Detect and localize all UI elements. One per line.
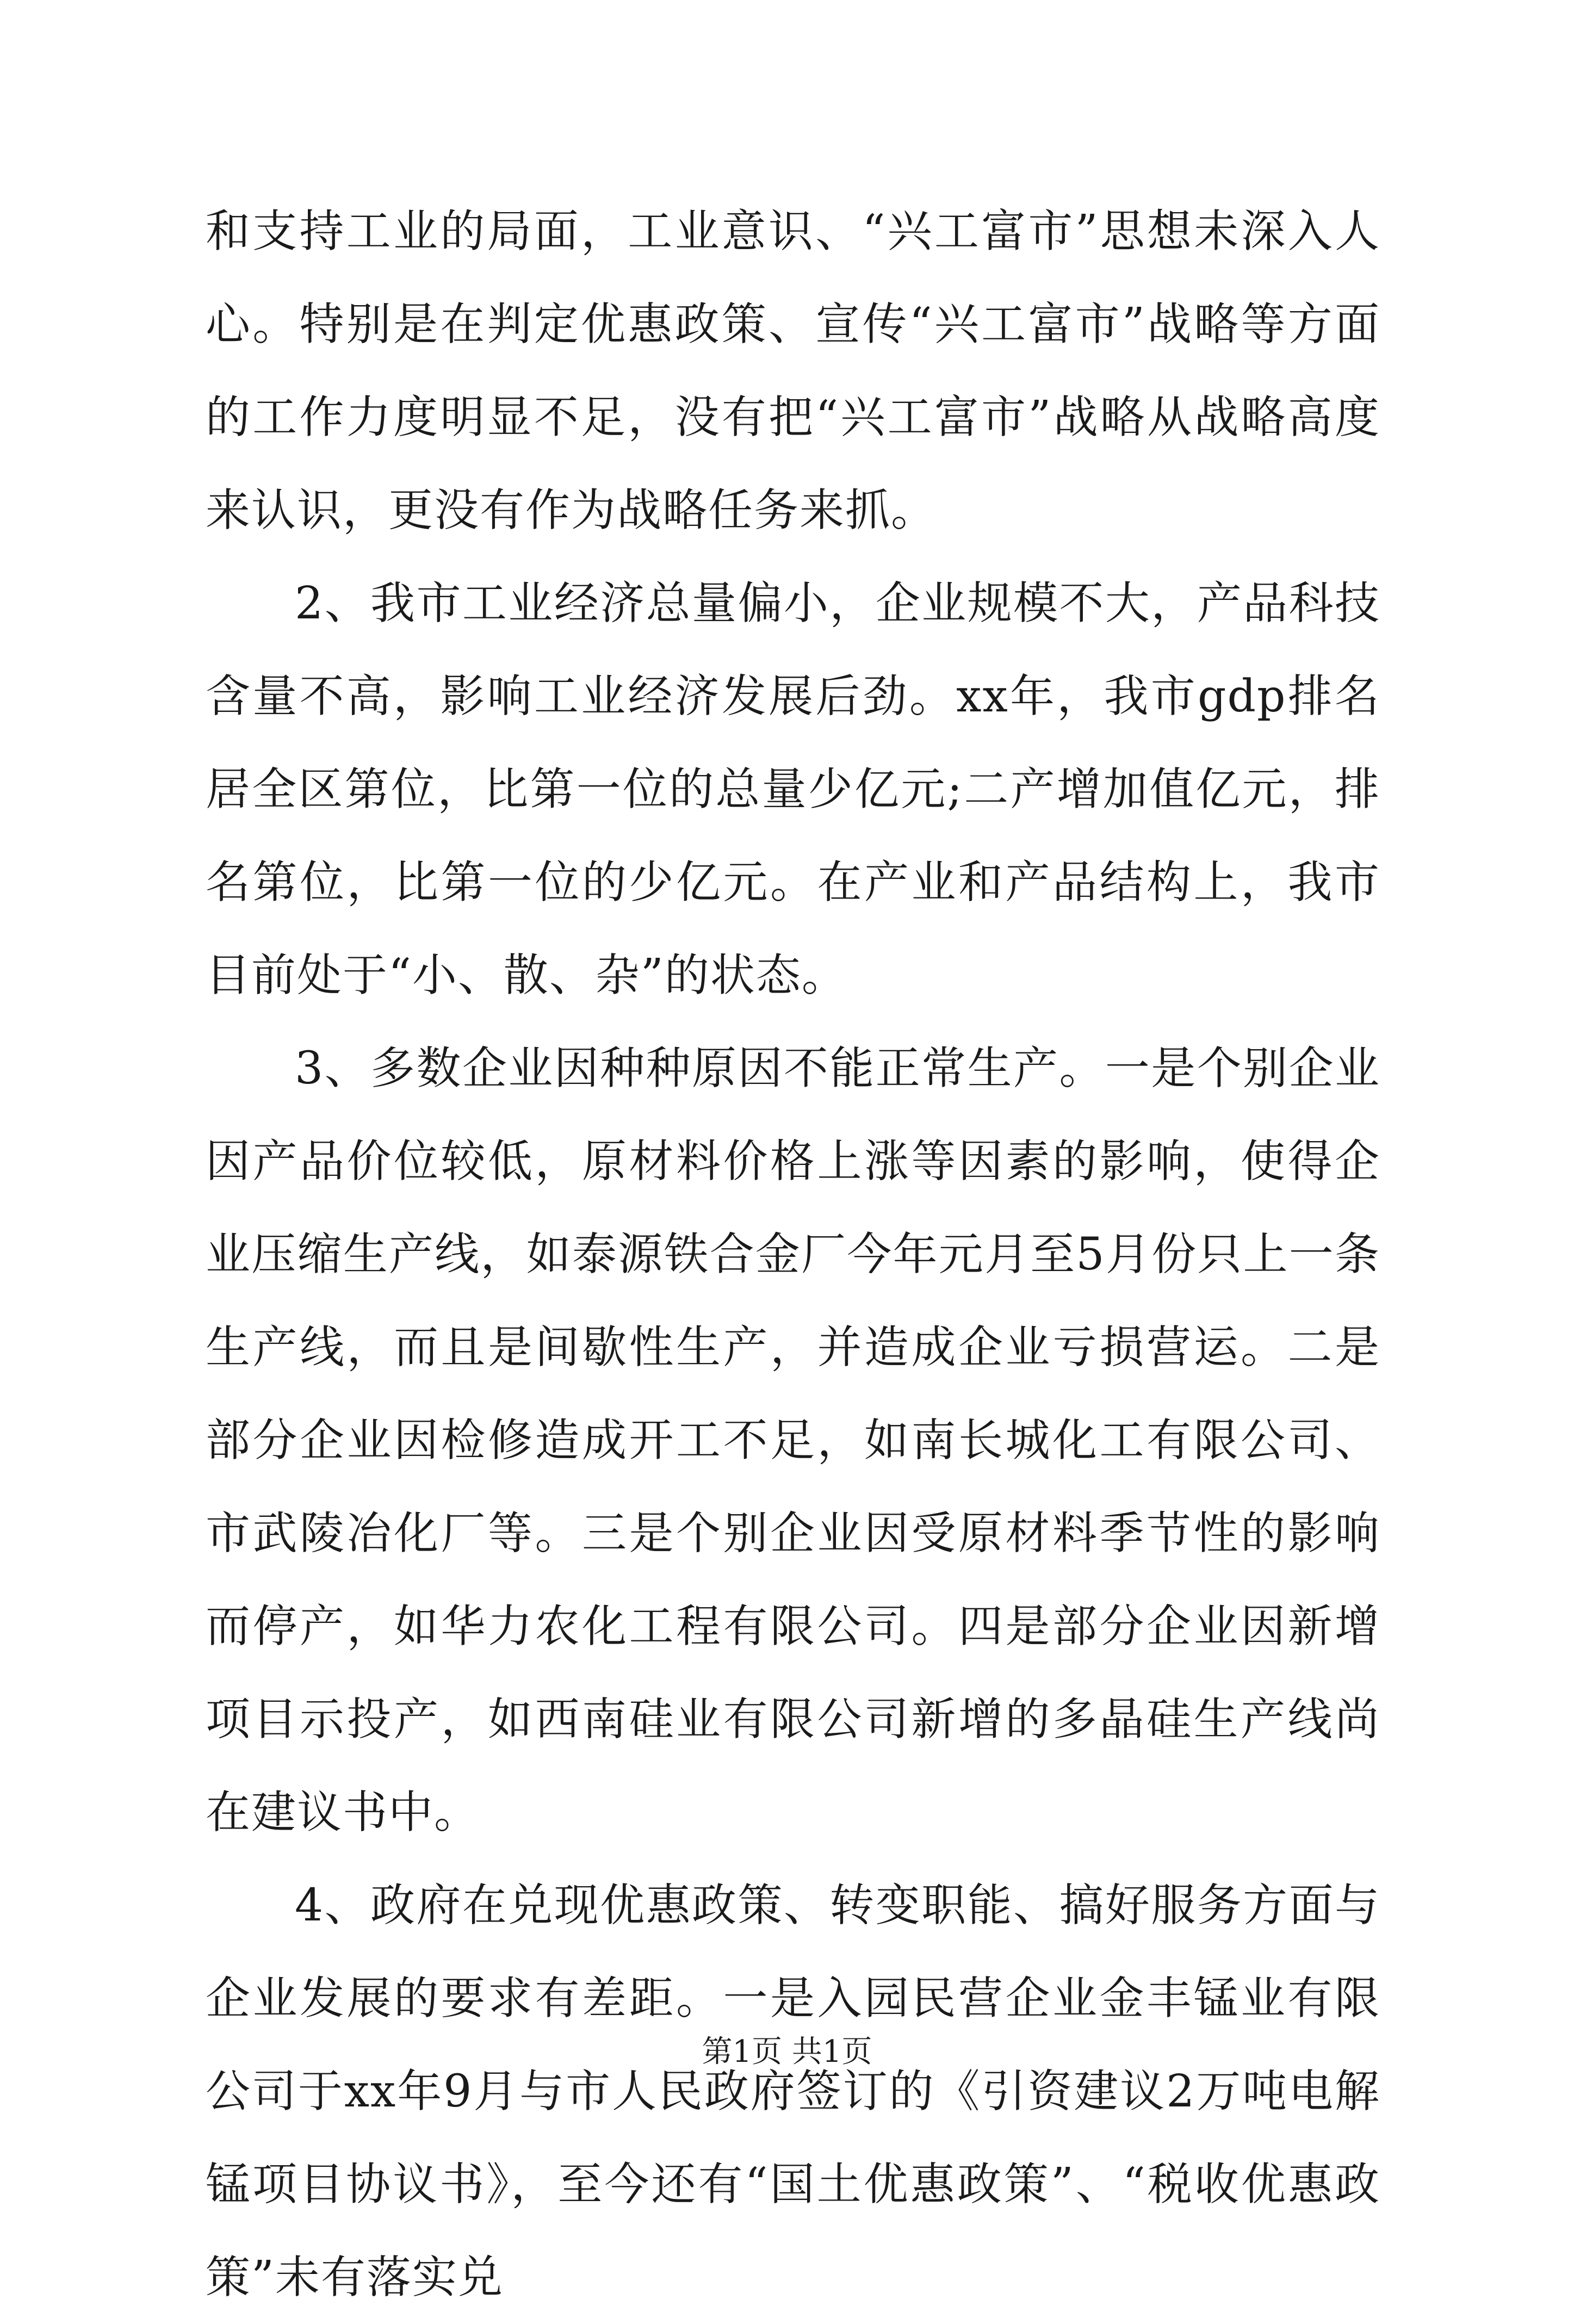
document-body <box>206 185 1380 2324</box>
page-footer: 第1页 共1页 <box>702 2034 872 2069</box>
paragraph-continuation: 和支持工业的局面，工业意识、“兴工富市”思想未深入人心。特别是在判定优惠政策、宣传“兴工富市”战略等方面的工作力度明显不足，没有把“兴工富市”战略从战略高度来认识，更没有作为战略任务来抓。 <box>206 206 1380 536</box>
paragraph-item-4: 4、政府在兑现优惠政策、转变职能、搞好服务方面与企业发展的要求有差距。一是入园民营企业金丰锰业有限公司于xx年9月与市人民政府签订的《引资建议2万吨电解锰项目协议书》，至今还有“国土优惠政策”、“税收优惠政策”未有落实兑 <box>206 1880 1380 2303</box>
paragraph-item-3: 3、多数企业因种种原因不能正常生产。一是个别企业因产品价位较低，原材料价格上涨等因素的影响，使得企业压缩生产线，如泰源铁合金厂今年元月至5月份只上一条生产线，而且是间歇性生产，并造成企业亏损营运。二是部分企业因检修造成开工不足，如南长城化工有限公司、市武陵冶化厂等。三是个别企业因受原材料季节性的影响而停产，如华力农化工程有限公司。四是部分企业因新增项目示投产，如西南硅业有限公司新增的多晶硅生产线尚在建议书中。 <box>206 1043 1380 1838</box>
paragraph-item-2: 2、我市工业经济总量偏小，企业规模不大，产品科技含量不高，影响工业经济发展后劲。xx年，我市gdp排名居全区第位，比第一位的总量少亿元;二产增加值亿元，排名第位，比第一位的少亿元。在产业和产品结构上，我市目前处于“小、散、杂”的状态。 <box>206 578 1380 1001</box>
